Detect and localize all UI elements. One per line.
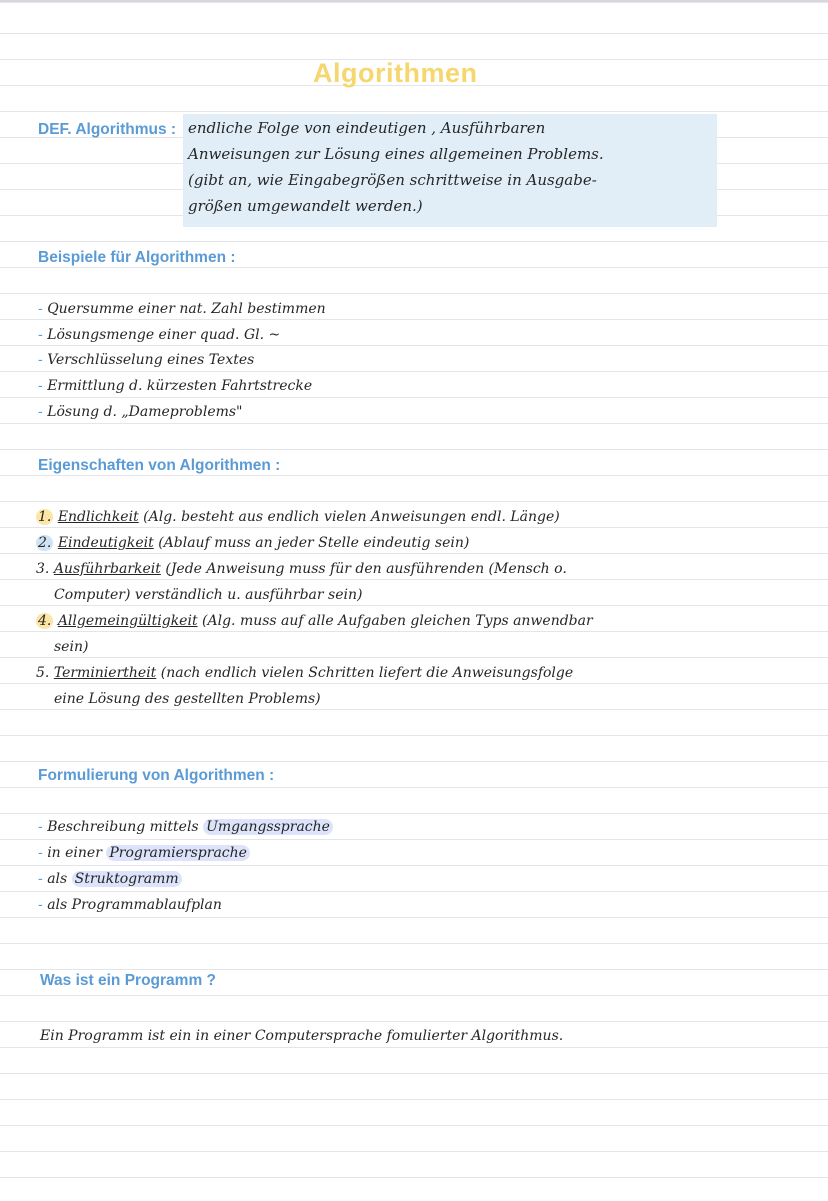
property-continuation: eine Lösung des gestellten Problems) [54, 691, 321, 707]
property-description: (Ablauf muss an jeder Stelle eindeutig sein) [158, 535, 470, 551]
highlighted-term: Programiersprache [106, 845, 250, 861]
property-term: Eindeutigkeit [57, 535, 154, 551]
property-term: Ausführbarkeit [53, 561, 161, 577]
definition-line-4: größen umgewandelt werden.) [188, 197, 423, 215]
top-border [0, 0, 828, 2]
property-description: (Alg. muss auf alle Aufgaben gleichen Typs anwendbar [202, 613, 593, 629]
property-item [36, 561, 567, 577]
page-title: Algorithmen [313, 58, 478, 88]
bullet-dash: - [38, 352, 48, 368]
example-item: - Ermittlung d. kürzesten Fahrtstrecke [38, 378, 313, 394]
property-continuation: Computer) verständlich u. ausführbar sein) [54, 587, 363, 603]
example-item: - Quersumme einer nat. Zahl bestimmen [38, 301, 326, 317]
property-item [36, 535, 469, 551]
bullet-dash: - [38, 871, 48, 887]
property-item [36, 509, 560, 525]
highlighted-term: Umgangssprache [203, 819, 333, 835]
bullet-dash: - [38, 327, 48, 343]
highlighted-term: Struktogramm [72, 871, 182, 887]
bullet-dash: - [38, 897, 48, 913]
formulation-item: - als Struktogramm [38, 871, 182, 887]
property-number: 2. [38, 535, 52, 551]
bullet-dash: - [38, 819, 48, 835]
examples-heading: Beispiele für Algorithmen : [38, 249, 236, 266]
property-term: Terminiertheit [53, 665, 157, 681]
bullet-dash: - [38, 845, 48, 861]
property-term: Endlichkeit [57, 509, 139, 525]
property-continuation: sein) [54, 639, 89, 655]
property-number: 1. [38, 509, 52, 525]
bullet-dash: - [38, 301, 48, 317]
property-item [36, 613, 593, 629]
definition-line-3: (gibt an, wie Eingabegrößen schrittweise in Ausgabe- [188, 171, 597, 189]
property-item [36, 665, 573, 681]
example-item: - Lösung d. „Dameproblems" [38, 404, 243, 420]
formulation-item: - als Programmablaufplan [38, 897, 222, 913]
property-number: 3. [36, 561, 50, 577]
program-text: Ein Programm ist ein in einer Computersprache fomulierter Algorithmus. [40, 1028, 564, 1044]
example-item: - Lösungsmenge einer quad. Gl. ~ [38, 327, 281, 343]
property-number: 5. [36, 665, 50, 681]
definition-label: DEF. Algorithmus : [38, 121, 177, 138]
property-term: Allgemeingültigkeit [57, 613, 198, 629]
bullet-dash: - [38, 378, 48, 394]
property-number: 4. [38, 613, 52, 629]
formulation-heading: Formulierung von Algorithmen : [38, 767, 275, 784]
formulation-item: - Beschreibung mittels Umgangssprache [38, 819, 333, 835]
example-item: - Verschlüsselung eines Textes [38, 352, 255, 368]
definition-line-2: Anweisungen zur Lösung eines allgemeinen Problems. [188, 145, 604, 163]
property-description: (nach endlich vielen Schritten liefert die Anweisungsfolge [160, 665, 574, 681]
formulation-item: - in einer Programiersprache [38, 845, 250, 861]
definition-line-1: endliche Folge von eindeutigen , Ausführbaren [188, 119, 546, 137]
property-description: (Alg. besteht aus endlich vielen Anweisungen endl. Länge) [143, 509, 560, 525]
program-heading: Was ist ein Programm ? [40, 972, 216, 989]
highlighted-term: Programmablaufplan [71, 897, 222, 913]
properties-heading: Eigenschaften von Algorithmen : [38, 457, 281, 474]
property-description: (Jede Anweisung muss für den ausführenden (Mensch o. [165, 561, 567, 577]
bullet-dash: - [38, 404, 48, 420]
